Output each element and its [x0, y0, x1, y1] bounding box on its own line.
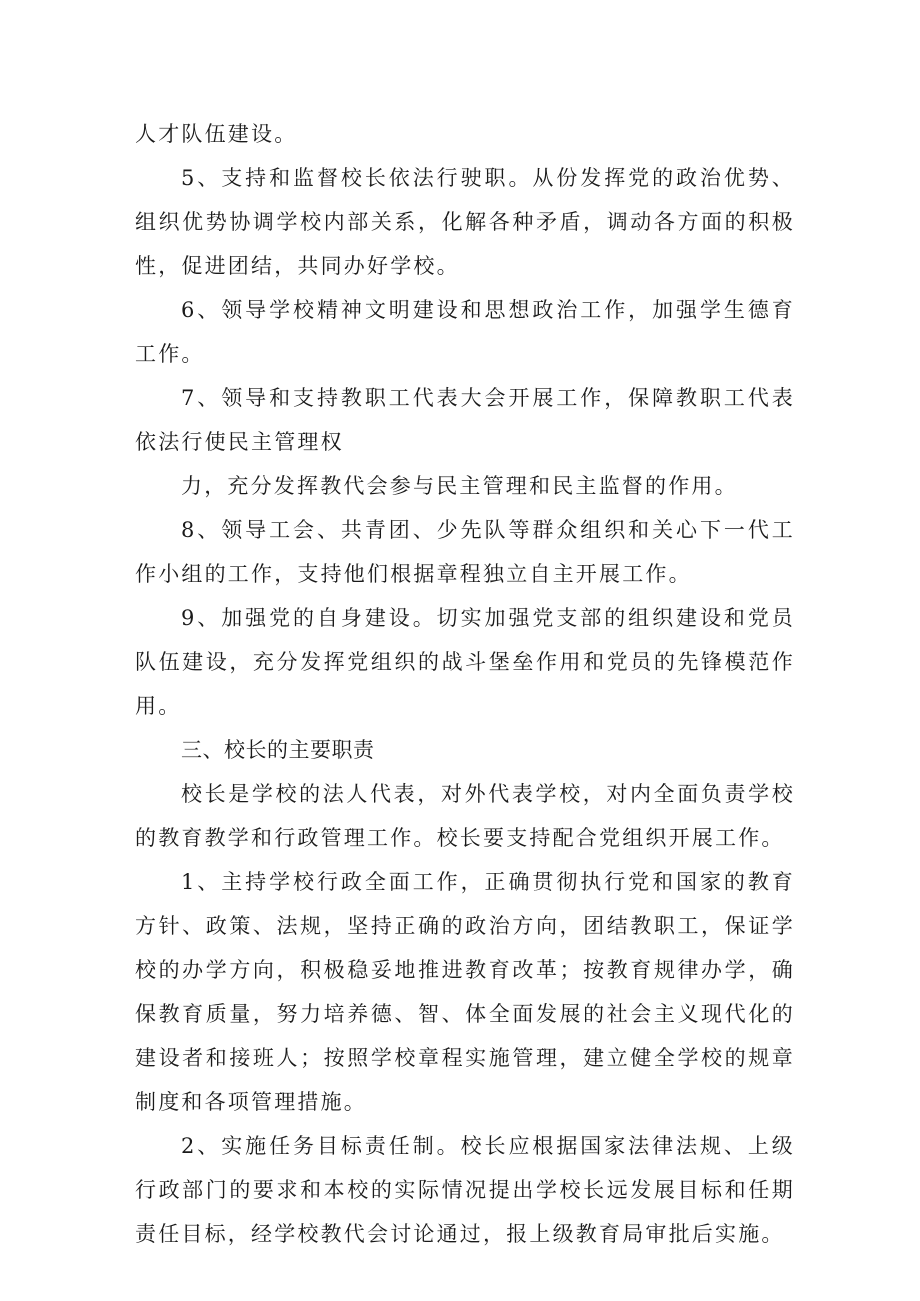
paragraph-principal-intro: 校长是学校的法人代表，对外代表学校，对内全面负责学校的教育教学和行政管理工作。校长要支持配合党组织开展工作。 [135, 782, 795, 850]
paragraph-item-6: 6、领导学校精神文明建设和思想政治工作，加强学生德育工作。 [135, 298, 795, 366]
paragraph-item-5: 5、支持和监督校长依法行驶职。从份发挥党的政治优势、组织优势协调学校内部关系，化解各种矛盾，调动各方面的积极性，促进团结，共同办好学校。 [135, 166, 795, 278]
paragraph-principal-item-2: 2、实施任务目标责任制。校长应根据国家法律法规、上级行政部门的要求和本校的实际情况提出学校长远发展目标和任期责任目标，经学校教代会讨论通过，报上级教育局审批后实施。 [135, 1134, 795, 1246]
paragraph-item-9: 9、加强党的自身建设。切实加强党支部的组织建设和党员队伍建设，充分发挥党组织的战斗堡垒作用和党员的先锋模范作用。 [135, 606, 795, 718]
paragraph-principal-item-1: 1、主持学校行政全面工作，正确贯彻执行党和国家的教育方针、政策、法规，坚持正确的政治方向，团结教职工，保证学校的办学方向，积极稳妥地推进教育改革；按教育规律办学，确保教育质量，努力培养德、智、体全面发展的社会主义现代化的建设者和接班人；按照学校章程实施管理，建立健全学校的规章制度和各项管理措施。 [135, 870, 795, 1114]
section-heading: 三、校长的主要职责 [181, 738, 375, 762]
document-body [135, 112, 795, 1256]
paragraph-talent-team: 人才队伍建设。 [135, 122, 298, 146]
paragraph-item-8: 8、领导工会、共青团、少先队等群众组织和关心下一代工作小组的工作，支持他们根据章程独立自主开展工作。 [135, 518, 795, 586]
paragraph-item-7: 7、领导和支持教职工代表大会开展工作，保障教职工代表依法行使民主管理权 [135, 386, 795, 454]
paragraph-item-7-continued: 力，充分发挥教代会参与民主管理和民主监督的作用。 [181, 474, 738, 498]
